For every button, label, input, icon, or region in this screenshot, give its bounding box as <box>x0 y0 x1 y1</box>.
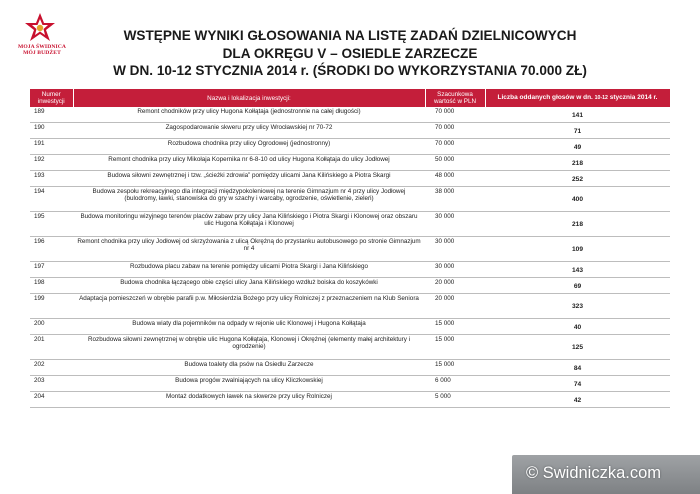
cell-votes: 49 <box>485 139 670 155</box>
title-line2: DLA OKRĘGU V – OSIEDLE ZARZECZE <box>222 45 478 61</box>
cell-number: 204 <box>30 392 73 408</box>
cell-name: Montaż dodatkowych ławek na skwerze przy ulicy Rolniczej <box>73 392 425 408</box>
cell-votes: 109 <box>485 237 670 262</box>
cell-number: 200 <box>30 319 73 335</box>
table-row <box>30 278 670 294</box>
page-title <box>70 27 630 80</box>
cell-cost: 15 000 <box>425 335 485 360</box>
cell-cost: 38 000 <box>425 187 485 212</box>
cell-number: 196 <box>30 237 73 262</box>
title-line1: WSTĘPNE WYNIKI GŁOSOWANIA NA LISTĘ ZADAŃ DZIELNICOWYCH <box>123 28 577 43</box>
cell-cost: 15 000 <box>425 360 485 376</box>
cell-votes: 74 <box>485 376 670 392</box>
cell-votes: 42 <box>485 392 670 408</box>
cell-votes: 40 <box>485 319 670 335</box>
cell-cost: 48 000 <box>425 171 485 187</box>
table-row <box>30 171 670 187</box>
cell-name: Remont chodników przy ulicy Hugona Kołłątaja (jednostronnie na całej długości) <box>73 107 425 123</box>
cell-name: Remont chodnika przy ulicy Jodłowej od skrzyżowania z ulicą Okrężną do przystanku autobusowego po stronie Gimnazjum nr 4 <box>73 237 425 262</box>
cell-number: 198 <box>30 278 73 294</box>
cell-number: 203 <box>30 376 73 392</box>
cell-name: Budowa zespołu rekreacyjnego dla integracji międzypokoleniowej na terenie Gimnazjum nr 4 przy ulicy Jodłowej (bulodromy, ławki, stanowiska do gry w szachy i warcaby, ogrodzenie, oświetlenie, zieleń) <box>73 187 425 212</box>
cell-name: Remont chodnika przy ulicy Mikołaja Kopernika nr 6-8-10 od ulicy Hugona Kołłątaja do ulicy Jodłowej <box>73 155 425 171</box>
title-line3: W DN. 10-12 STYCZNIA 2014 r. (ŚRODKI DO WYKORZYSTANIA 70.000 ZŁ) <box>113 63 587 78</box>
cell-number: 202 <box>30 360 73 376</box>
table-row <box>30 294 670 319</box>
cell-votes: 141 <box>485 107 670 123</box>
cell-name: Budowa chodnika łączącego obie części ulicy Jana Kilińskiego wzdłuż boiska do koszykówki <box>73 278 425 294</box>
table-row <box>30 187 670 212</box>
table-row <box>30 155 670 171</box>
header-cost: Szacunkowa wartość w PLN <box>425 89 485 107</box>
cell-cost: 50 000 <box>425 155 485 171</box>
logo-line1: MOJA ŚWIDNICA <box>17 44 67 50</box>
logo-mark-icon <box>24 12 56 42</box>
cell-name: Zagospodarowanie skweru przy ulicy Wrocławskiej nr 70-72 <box>73 123 425 139</box>
cell-cost: 5 000 <box>425 392 485 408</box>
table-header-row <box>30 89 670 107</box>
header-number: Numer inwestycji <box>30 89 73 107</box>
cell-number: 194 <box>30 187 73 212</box>
cell-votes: 84 <box>485 360 670 376</box>
cell-number: 190 <box>30 123 73 139</box>
cell-number: 201 <box>30 335 73 360</box>
header-votes-prefix: Liczba oddanych głosów w dn. <box>497 94 593 101</box>
header-name: Nazwa i lokalizacja inwestycji: <box>73 89 425 107</box>
header-votes-dates: 10-12 <box>594 95 608 101</box>
cell-cost: 70 000 <box>425 123 485 139</box>
cell-votes: 218 <box>485 155 670 171</box>
cell-cost: 70 000 <box>425 139 485 155</box>
cell-votes: 69 <box>485 278 670 294</box>
cell-name: Rozbudowa placu zabaw na terenie pomiędzy ulicami Piotra Skargi i Jana Kilińskiego <box>73 262 425 278</box>
table-row <box>30 392 670 408</box>
table-row <box>30 376 670 392</box>
cell-name: Budowa progów zwalniających na ulicy Kliczkowskiej <box>73 376 425 392</box>
cell-name: Adaptacja pomieszczeń w obrębie parafii p.w. Miłosierdzia Bożego przy ulicy Rolniczej z przeznaczeniem na Klub Seniora <box>73 294 425 319</box>
watermark-text: © Swidniczka.com <box>526 464 662 482</box>
table-row <box>30 212 670 237</box>
cell-name: Budowa toalety dla psów na Osiedlu Zarzecze <box>73 360 425 376</box>
cell-votes: 400 <box>485 187 670 212</box>
cell-name: Budowa monitoringu wizyjnego terenów placów zabaw przy ulicy Jana Kilińskiego i Piotra Skargi i Klonowej oraz obszaru ulic Hugona Kołłątaja i Klonowej <box>73 212 425 237</box>
cell-cost: 30 000 <box>425 237 485 262</box>
cell-number: 195 <box>30 212 73 237</box>
table-row <box>30 139 670 155</box>
cell-cost: 6 000 <box>425 376 485 392</box>
logo-line2: MÓJ BUDŻET <box>23 50 61 57</box>
cell-votes: 252 <box>485 171 670 187</box>
cell-number: 193 <box>30 171 73 187</box>
header-votes <box>485 89 670 107</box>
cell-votes: 71 <box>485 123 670 139</box>
logo-text <box>12 44 72 57</box>
cell-cost: 30 000 <box>425 262 485 278</box>
cell-number: 197 <box>30 262 73 278</box>
cell-votes: 125 <box>485 335 670 360</box>
logo <box>12 12 70 64</box>
cell-votes: 218 <box>485 212 670 237</box>
cell-cost: 70 000 <box>425 107 485 123</box>
watermark <box>512 455 700 494</box>
cell-number: 199 <box>30 294 73 319</box>
table-row <box>30 335 670 360</box>
cell-votes: 143 <box>485 262 670 278</box>
table-row <box>30 123 670 139</box>
table-row <box>30 107 670 123</box>
cell-cost: 20 000 <box>425 278 485 294</box>
cell-number: 189 <box>30 107 73 123</box>
cell-cost: 20 000 <box>425 294 485 319</box>
cell-name: Budowa wiaty dla pojemników na odpady w rejonie ulic Klonowej i Hugona Kołłątaja <box>73 319 425 335</box>
cell-cost: 15 000 <box>425 319 485 335</box>
table-row <box>30 262 670 278</box>
cell-name: Rozbudowa siłowni zewnętrznej w obrębie ulic Hugona Kołłątaja, Klonowej i Okrężnej (elementy małej architektury i ogrodzenie) <box>73 335 425 360</box>
cell-name: Rozbudowa chodnika przy ulicy Ogrodowej (jednostronny) <box>73 139 425 155</box>
cell-number: 191 <box>30 139 73 155</box>
results-table <box>30 89 671 408</box>
cell-number: 192 <box>30 155 73 171</box>
header-votes-suffix: stycznia 2014 r. <box>609 94 658 101</box>
table-row <box>30 237 670 262</box>
cell-name: Budowa siłowni zewnętrznej i tzw. „ścieżki zdrowia” pomiędzy ulicami Jana Kilińskiego a Piotra Skargi <box>73 171 425 187</box>
table-row <box>30 319 670 335</box>
table-row <box>30 360 670 376</box>
cell-votes: 323 <box>485 294 670 319</box>
cell-cost: 30 000 <box>425 212 485 237</box>
